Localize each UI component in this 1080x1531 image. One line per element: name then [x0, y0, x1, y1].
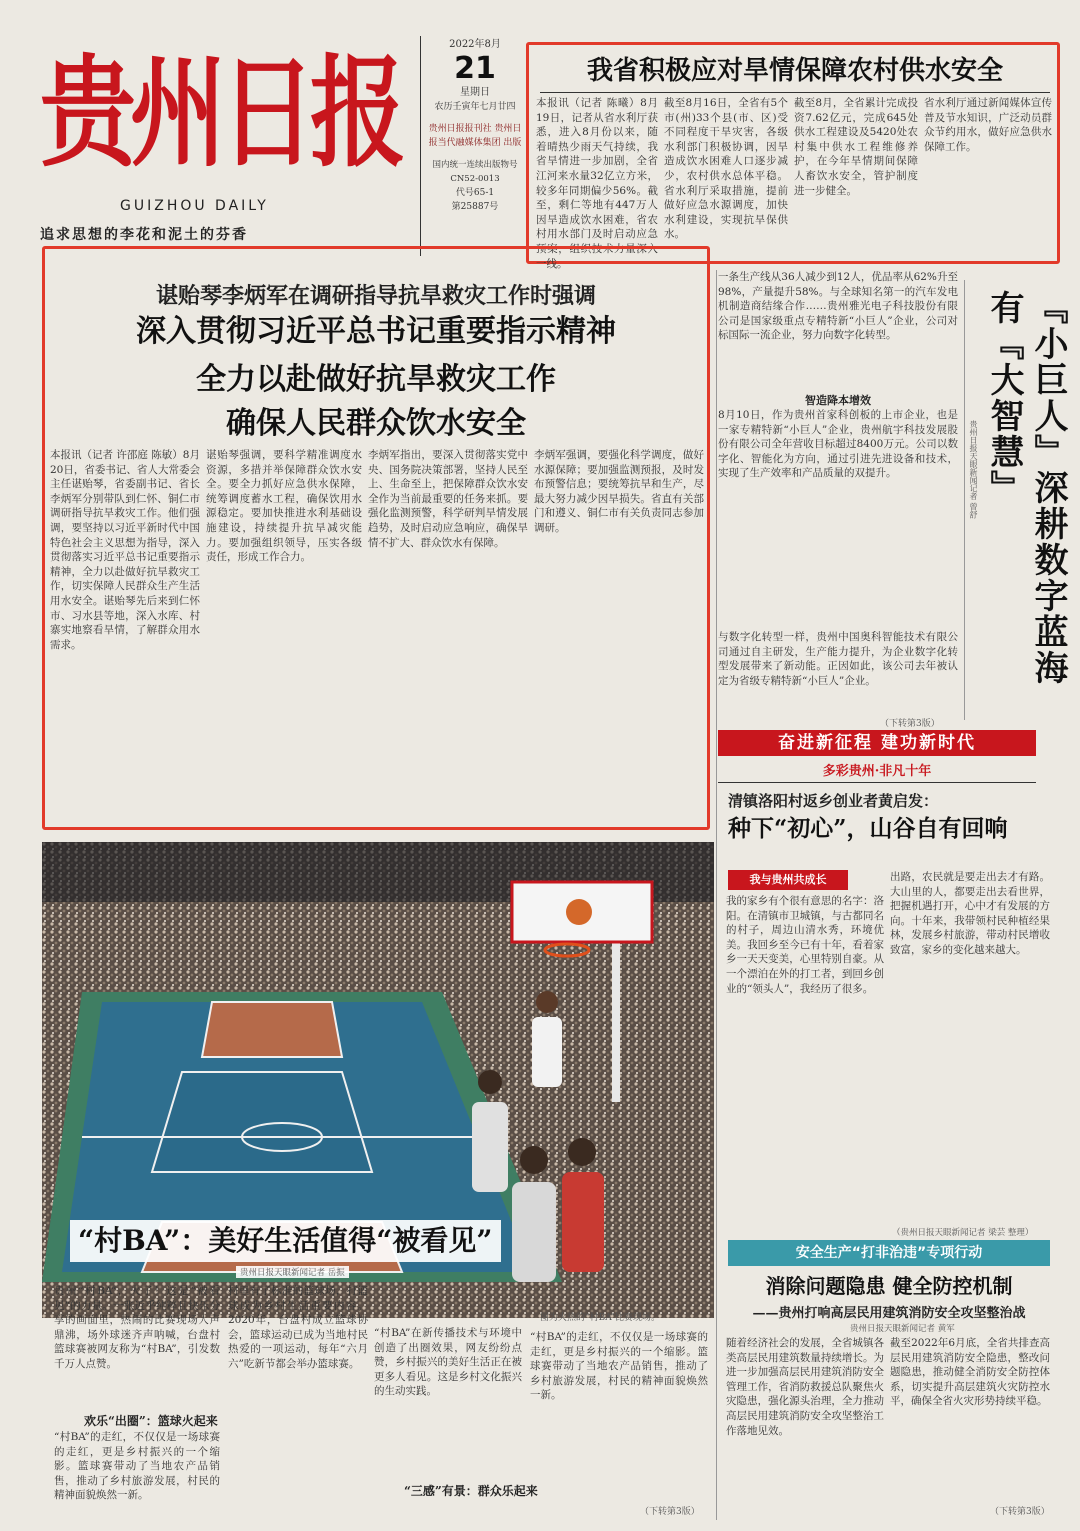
cunba-byline: 贵州日报天眼新闻记者 岳振 — [236, 1266, 349, 1278]
cunba-col1b: “村BA”的走红，不仅仅是一场球赛的走红，更是乡村振兴的一个缩影。篮球赛带动了当地农产品销售，推动了乡村旅游发展，村民的精神面貌焕然一新。 — [54, 1431, 220, 1502]
issue-cn: 国内统一连续出版物号 CN52-0013 — [432, 160, 518, 184]
xiaojuren-col3: 与数字化转型一样，贵州中国奥科智能技术有限公司通过自主研发，生产能力提升，为企业数字化转型发展带来了新动能。正因如此，该公司去年被认定为省级专精特新“小巨人”企业。 — [718, 631, 958, 687]
main-headline-2: 全力以赴做好抗旱救灾工作 — [196, 362, 556, 397]
safety-col2: 截至2022年6月底，全省共排查高层民用建筑消防安全隐患，整改问题隐患，推动健全消防安全防控体系，切实提升高层建筑火灾防控水平，确保全省火灾形势持续平稳。 — [890, 1337, 1050, 1408]
xiaojuren-subhead: 智造降本增效 — [805, 394, 871, 407]
main-headline-3: 确保人民群众饮水安全 — [226, 406, 526, 441]
cunba-col2: 村里有了标准的篮球场，打篮球成为乡村生活重要内容。2020年，台盘村成立篮球协会，篮球运动已成为当地村民热爱的一项运动，每年“六月六”吃新节都会举办篮球赛。 — [228, 1285, 368, 1370]
xiaojuren-col2: 8月10日，作为贵州首家科创板的上市企业，也是一家专精特新“小巨人”企业，贵州航宇科技发展股份有限公司全年营收目标超过8400万元。公司以数字化、智能化为方向，通过引进先进设备和技术，实现了生产效率和产品质量的双提升。 — [718, 409, 958, 480]
returnee-byline: （贵州日报天眼新闻记者 梁芸 整理） — [892, 1228, 1034, 1238]
cunba-col1: 贵州“村BA”，火了！这是“被看见”的力量。一张近乎纯粹且快乐分享的画面里，热闹的比赛现场人声鼎沸，场外球迷齐声呐喊，台盘村篮球赛被网友称为“村BA”，引发数千万人点赞。 — [54, 1285, 220, 1370]
cunba-headline: “村BA”：美好生活值得“被看见” — [70, 1220, 501, 1262]
issue-number: 第25887号 — [451, 202, 499, 212]
returnee-section: 我与贵州共成长 — [728, 870, 848, 890]
cunba-col3: “村BA”在新传播技术与环境中创造了出圈效果，网友纷纷点赞，乡村振兴的美好生活正在被更多人看见。这是乡村文化振兴的生动实践。 — [374, 1327, 522, 1398]
top-story-col2: 截至8月16日，全省有5个市(州)33个县(市、区)受不同程度干旱灾害，各级水利部门积极协调，因旱造成饮水困难人口逐步减少，农村供水总体平稳。省水利厅采取措施，提前做好应急水源调度，加快水利建设，实现抗旱保供水。 — [664, 97, 788, 241]
xiaojuren-col1: 一条生产线从36人减少到12人，优品率从62%升至98%，产量提升58%。与全球知名第一的汽车发电机制造商结缘合作……贵州雅光电子科技股份有限公司是国家级重点专精特新“小巨人”企业，公司对标国际一流企业，努力向数字化转型。 — [718, 271, 958, 342]
main-story-col2: 谌贻琴强调，要科学精准调度水资源，多措并举保障群众饮水安全。要全力抓好应急供水保障，统筹调度蓄水工程，确保饮用水源稳定。要加快推进水利基础设施建设，持续提升抗旱减灾能力。要加强组织领导，压实各级责任，形成工作合力。 — [206, 449, 362, 564]
safety-col1: 随着经济社会的发展，全省城镇各类高层民用建筑数量持续增长。为进一步加强高层民用建筑消防安全管理工作，省消防救援总队聚焦火灾隐患，强化源头治理，全力推动高层民用建筑消防安全攻坚整治工作落地见效。 — [726, 1337, 884, 1437]
top-story-col3: 截至8月，全省累计完成投资7.62亿元，完成645处供水工程建设及5420处农村集中供水工程维修养护，在今年旱情期间保障人畜饮水安全，管护制度进一步健全。 — [794, 97, 918, 197]
top-story-headline: 我省积极应对旱情保障农村供水安全 — [586, 56, 1003, 86]
issue-publisher: 贵州日报报刊社 贵州日报当代融媒体集团 出版 — [428, 124, 522, 148]
cunba-subhead1: 欢乐“出圈”：篮球火起来 — [84, 1414, 218, 1428]
top-story-col1: 本报讯（记者 陈曦）8月19日，记者从省水利厅获悉，进入8月份以来，随着晴热少雨天气持续，我省旱情进一步加剧，全省江河来水量32亿立方米，较多年同期偏少56%。截至，剩仁等地有447万人因旱造成饮水困难，省农村用水部门及时启动应急预案，组织技术力量深入一线。 — [536, 97, 658, 270]
xiaojuren-byline: 贵州日报天眼新闻记者 曾舒 — [969, 420, 978, 519]
issue-weekday: 星期日 — [460, 87, 490, 98]
masthead-slogan: 追求思想的李花和泥土的芬香 — [40, 227, 248, 243]
xiaojuren-title: 『小巨人』深耕数字蓝海有『大智慧』 — [984, 290, 1068, 686]
safety-headline: 消除问题隐患 健全防控机制 — [765, 1274, 1013, 1298]
returnee-col2: 出路，农民就是要走出去才有路。大山里的人，都要走出去看世界，把握机遇打开，心中才有发展的方向。十年来，我带领村民种植经果林，发展乡村旅游，带动村民增收致富，家乡的变化越来越大。 — [890, 871, 1050, 956]
issue-info — [425, 38, 525, 214]
issue-lunar: 农历壬寅年七月廿四 — [434, 102, 516, 112]
main-story-col4: 李炳军强调，要强化科学调度，做好水源保障；要加强监测预报，及时发布预警信息；要统筹抗旱和生产，尽最大努力减少因旱损失。省直有关部门和遵义、铜仁市有关负责同志参加调研。 — [534, 449, 704, 534]
main-kicker: 谌贻琴李炳军在调研指导抗旱救灾工作时强调 — [155, 283, 596, 309]
cunba-subhead2: “三感”有景：群众乐起来 — [404, 1484, 538, 1498]
main-story-col3: 李炳军指出，要深入贯彻落实党中央、国务院决策部署，坚持人民至上、生命至上，把保障群众饮水安全作为当前最重要的任务来抓。要强化监测预警，科学研判旱情发展趋势，及时启动应急响应，确保旱情不扩大、群众饮水有保障。 — [368, 449, 528, 549]
top-story-col4: 省水利厅通过新闻媒体宣传普及节水知识，广泛动员群众节约用水，做好应急供水保障工作。 — [924, 97, 1052, 153]
issue-day: 21 — [454, 51, 496, 86]
returnee-kicker: 清镇洛阳村返乡创业者黄启发： — [728, 792, 939, 810]
returnee-headline: 种下“初心”，山谷自有回响 — [728, 815, 1008, 842]
banner-line2: 多彩贵州·非凡十年 — [822, 764, 932, 779]
photo-caption: 图为火热的“村BA”比赛现场。 — [540, 1313, 660, 1323]
xiaojuren-jump: （下转第3版） — [880, 719, 940, 729]
cunba-jump: （下转第3版） — [640, 1507, 700, 1517]
safety-subhead: ——贵州打响高层民用建筑消防安全攻坚整治战 — [752, 1306, 1026, 1321]
safety-section: 安全生产“打非治违”专项行动 — [728, 1240, 1050, 1266]
main-story-col1: 本报讯（记者 许邵庭 陈敏）8月20日，省委书记、省人大常委会主任谌贻琴，省委副书记、省长李炳军分别带队到仁怀、铜仁市调研指导抗旱救灾工作。他们强调，要坚持以习近平新时代中国特色社会主义思想为指导，深入贯彻落实习近平总书记重要指示精神，全力以赴做好抗旱救灾工作，切实保障人民群众生产生活用水安全。谌贻琴先后来到仁怀市、习水县等地，深入水库、村寨实地察看旱情，了解群众用水需求。 — [50, 449, 200, 651]
masthead-logo: 贵州日报 — [40, 41, 400, 183]
banner-line1: 奋进新征程 建功新时代 — [718, 730, 1036, 756]
cunba-col4: “村BA”的走红，不仅仅是一场球赛的走红，更是乡村振兴的一个缩影。篮球赛带动了当地农产品销售，推动了乡村旅游发展，村民的精神面貌焕然一新。 — [530, 1331, 708, 1402]
main-headline-1: 深入贯彻习近平总书记重要指示精神 — [136, 314, 616, 349]
returnee-col1: 我的家乡有个很有意思的名字：洛阳。在清镇市卫城镇，与古都同名的村子，周边山清水秀，环境优美。我回乡至今已有十年，看着家乡一天天变美，心里特别自豪。从一个漂泊在外的打工者，到回乡创业的“领头人”，我经历了很多。 — [726, 895, 884, 995]
issue-code: 代号65-1 — [455, 188, 495, 198]
safety-jump: （下转第3版） — [990, 1507, 1050, 1517]
safety-byline: 贵州日报天眼新闻记者 黄军 — [850, 1324, 955, 1334]
masthead-subtitle: GUIZHOU DAILY — [120, 198, 269, 214]
issue-date: 2022年8月 — [449, 39, 501, 50]
